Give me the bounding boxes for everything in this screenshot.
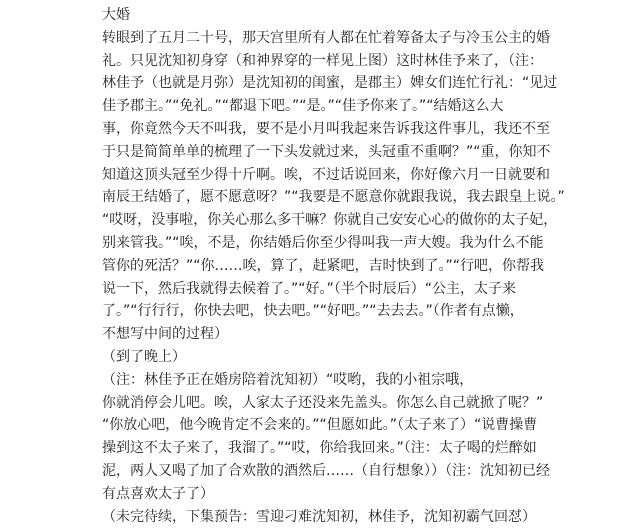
- text-line: 泥，两人又喝了加了合欢散的酒然后……（自行想象））（注：沈知初已经: [102, 462, 550, 479]
- text-line: 说一下，然后我就得去候着了。”“好。”（半个时辰后）“公主，太子来: [102, 280, 517, 297]
- text-line: “哎呀，没事啦，你关心那么多干嘛？你就自己安安心心的做你的太子妃，: [102, 212, 558, 229]
- text-line: 礼。只见沈知初身穿（和神界穿的一样见上图）这时林佳予来了，（注：: [102, 52, 543, 69]
- text-line: 于只是简简单单的梳理了一下头发就过来，头冠重不重啊？”“重，你知不: [102, 143, 551, 160]
- text-line: （未完待续，下集预告：雪迎刁难沈知初，林佳予，沈知初霸气回怼）: [102, 508, 536, 525]
- text-line: （注：林佳予正在婚房陪着沈知初）“哎哟，我的小祖宗哦，: [102, 371, 474, 388]
- paragraph-wedding-night: [102, 346, 602, 528]
- text-line: 佳予郡主。”“免礼。”“都退下吧。”“是。”“佳予你来了。”“结婚这么大: [102, 98, 504, 115]
- text-line: 转眼到了五月二十号，那天宫里所有人都在忙着筹备太子与冷玉公主的婚: [102, 29, 550, 46]
- text-line: 林佳予（也就是月弥）是沈知初的闺蜜，是郡主）婢女们连忙行礼：“见过: [102, 75, 558, 92]
- text-line: 南辰王结婚了，愿不愿意呀？”“我要是不愿意你就跟我说，我去跟皇上说。”: [102, 189, 565, 206]
- article: [102, 4, 602, 528]
- text-line: 了。”“行行行，你快去吧，快去吧。”“好吧。”“去去去。”（作者有点懒，: [102, 303, 524, 320]
- text-line: 有点喜欢太子了）: [102, 485, 214, 502]
- text-line: 知道这顶头冠至少得十斤啊。唉，不过话说回来，你好像六月一日就要和: [102, 166, 550, 183]
- text-line: 你就消停会儿吧。唉，人家太子还没来先盖头。你怎么自己就掀了呢？”: [102, 394, 544, 411]
- paragraph-wedding-preparation: [102, 27, 602, 346]
- article-title: 大婚: [102, 7, 130, 23]
- text-line: “你放心吧，他今晚肯定不会来的。”“但愿如此。”（太子来了）“说曹操曹: [102, 417, 538, 434]
- text-line: 别来管我。”“唉，不是，你结婚后你至少得叫我一声大嫂。我为什么不能: [102, 234, 544, 251]
- text-line: 管你的死活？”“你……唉，算了，赶紧吧，吉时快到了。”“行吧，你帮我: [102, 257, 545, 274]
- text-line: 不想写中间的过程）: [102, 326, 228, 343]
- text-line: 事，你竟然今天不叫我，要不是小月叫我起来告诉我这件事儿，我还不至: [102, 120, 550, 137]
- text-line: 操到这不太子来了，我溜了。”“哎，你给我回来。”（注：太子喝的烂醉如: [102, 440, 537, 457]
- text-line: （到了晚上）: [102, 348, 186, 365]
